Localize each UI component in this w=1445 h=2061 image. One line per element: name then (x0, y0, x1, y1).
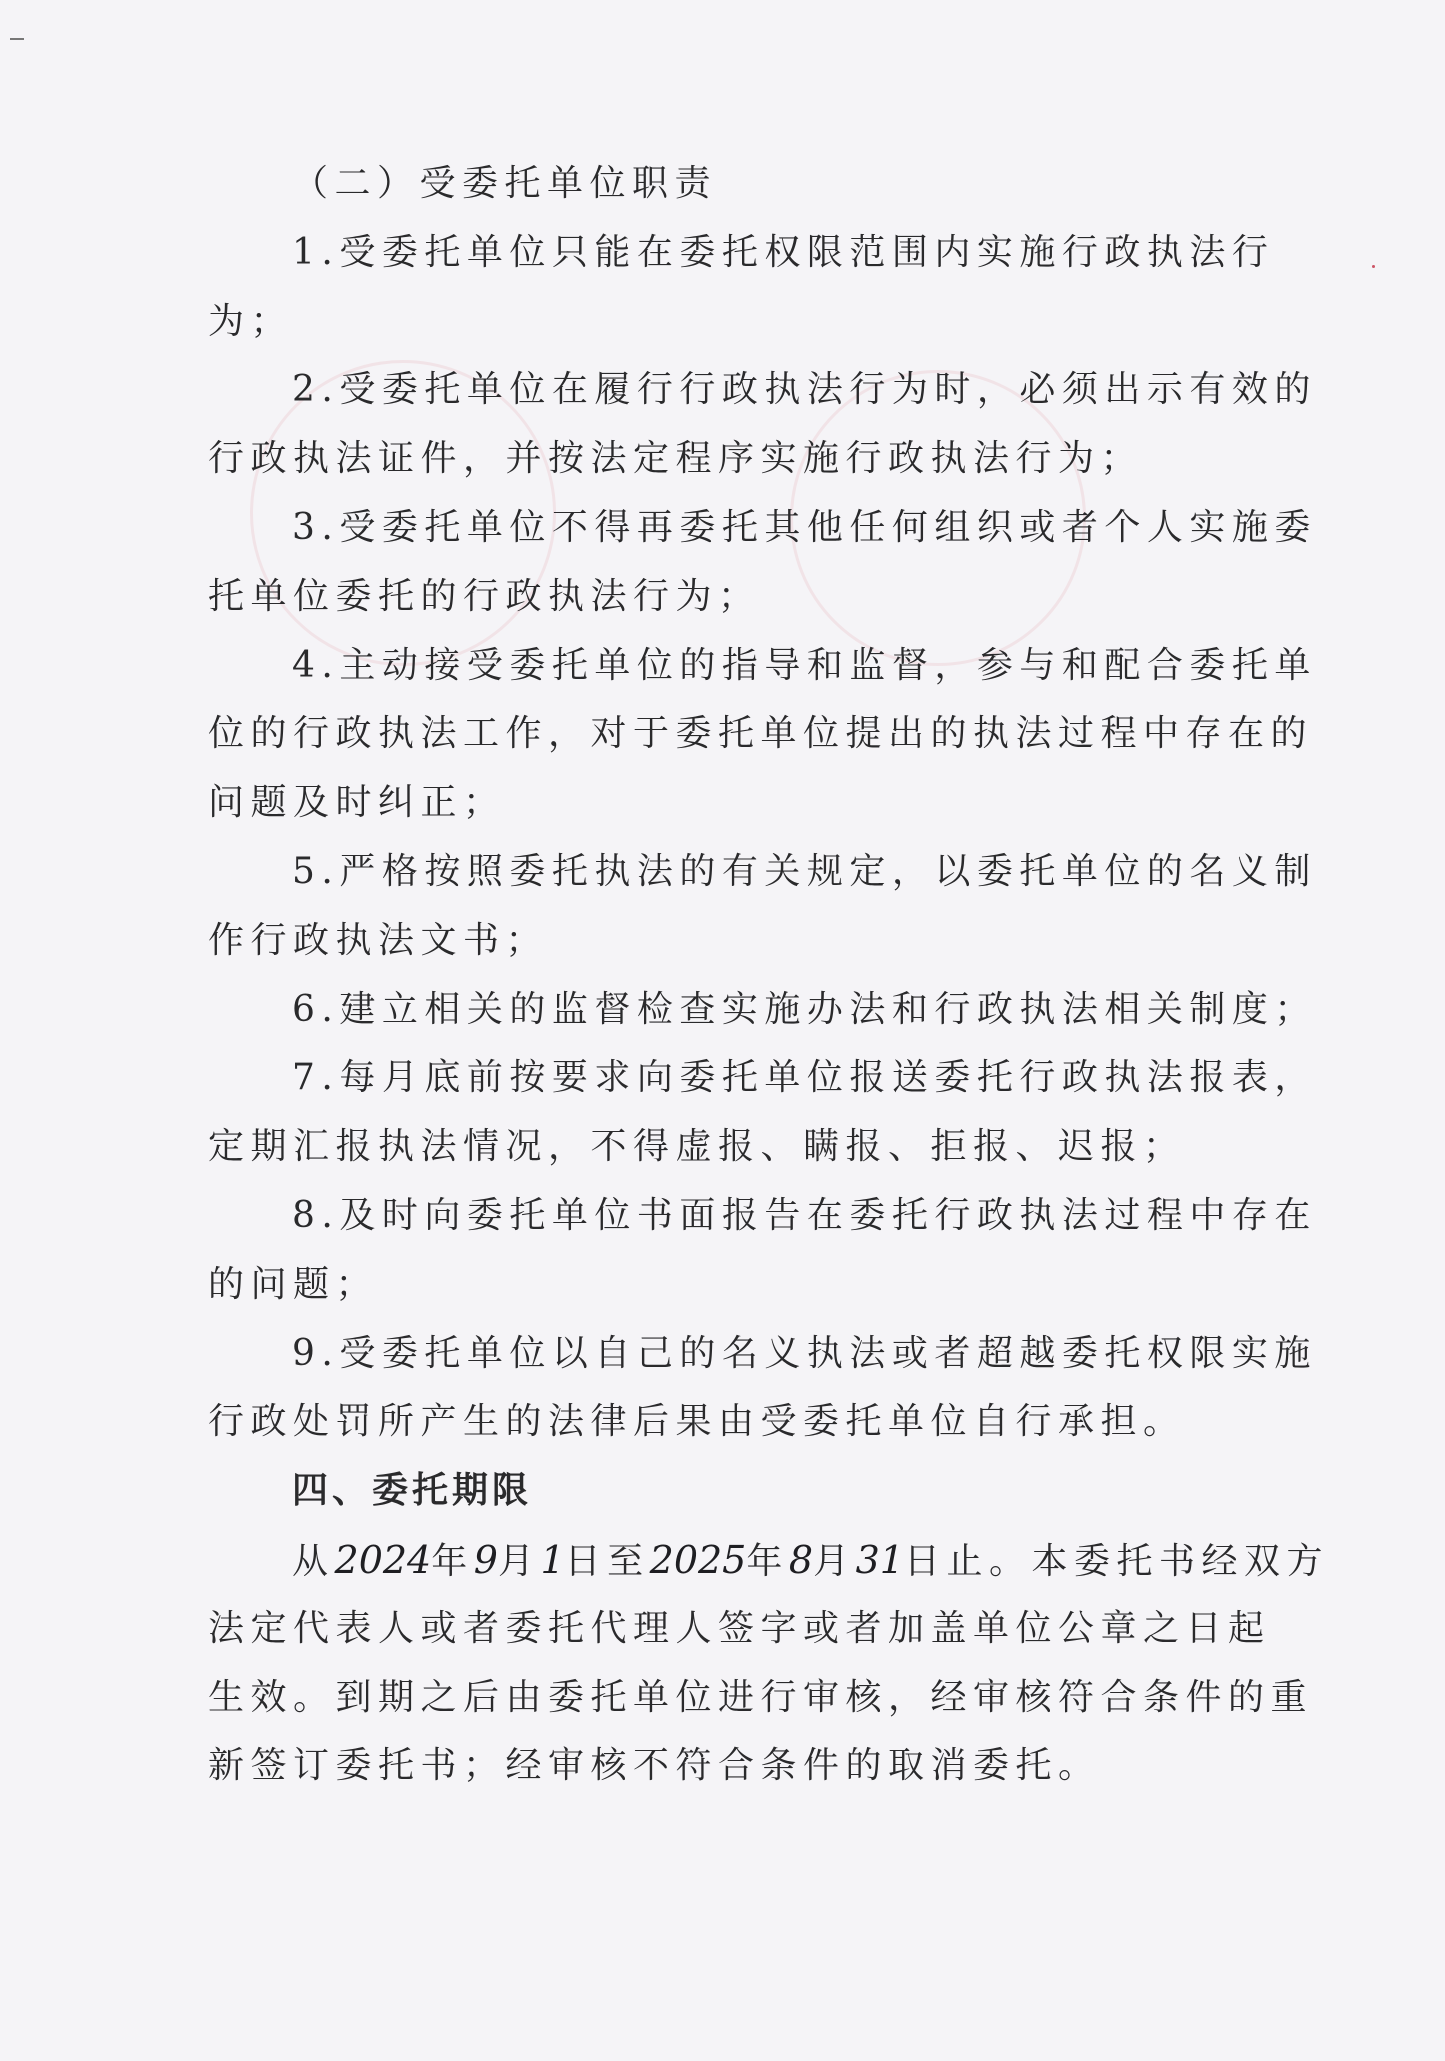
handwritten-start-year: 2024 (334, 1537, 432, 1582)
term-day-char: 日至 (564, 1540, 650, 1582)
item-1-line-1: 1.受委托单位只能在委托权限范围内实施行政执法行 (292, 231, 1275, 273)
item-8-line-2: 的问题； (208, 1263, 379, 1305)
item-7-line-1: 7.每月底前按要求向委托单位报送委托行政执法报表， (292, 1057, 1317, 1099)
item-2-line-2: 行政执法证件，并按法定程序实施行政执法行为； (208, 438, 1144, 480)
item-5-line-1: 5.严格按照委托执法的有关规定，以委托单位的名义制 (292, 850, 1317, 892)
section-title: （二）受委托单位职责 (292, 163, 718, 204)
item-4-line-2: 位的行政执法工作，对于委托单位提出的执法过程中存在的 (208, 713, 1314, 755)
item-8-line-1: 8.及时向委托单位书面报告在委托行政执法过程中存在 (292, 1194, 1317, 1236)
item-9-line-1: 9.受委托单位以自己的名义执法或者超越委托权限实施 (292, 1332, 1317, 1374)
term-month-char-2: 月 (813, 1540, 856, 1582)
document-body (208, 150, 1329, 1801)
term-year-char-2: 年 (746, 1540, 789, 1582)
handwritten-end-year: 2025 (649, 1537, 747, 1582)
term-tail: 日止。本委托书经双方 (903, 1540, 1329, 1582)
item-4-line-3: 问题及时纠正； (208, 782, 506, 824)
handwritten-start-month: 9 (473, 1537, 498, 1582)
term-line-1 (208, 1526, 1329, 1595)
term-line-2: 法定代表人或者委托代理人签字或者加盖单位公章之日起 (208, 1607, 1271, 1649)
item-2-line-1: 2.受委托单位在履行行政执法行为时，必须出示有效的 (292, 369, 1317, 411)
item-5-line-2: 作行政执法文书； (208, 919, 549, 961)
item-3-line-2: 托单位委托的行政执法行为； (208, 575, 761, 617)
term-line-4: 新签订委托书；经审核不符合条件的取消委托。 (208, 1745, 1101, 1787)
handwritten-start-day: 1 (540, 1537, 565, 1582)
item-1-line-2: 为； (208, 300, 294, 342)
item-6-line-1: 6.建立相关的监督检查实施办法和行政执法相关制度； (292, 988, 1317, 1030)
term-month-char: 月 (497, 1540, 541, 1582)
term-year-char: 年 (431, 1540, 474, 1582)
section-4-title: 四、委托期限 (292, 1470, 533, 1512)
term-from: 从 (292, 1540, 335, 1582)
scan-mark (10, 38, 24, 40)
item-9-line-2: 行政处罚所产生的法律后果由受委托单位自行承担。 (208, 1401, 1186, 1443)
handwritten-end-day: 31 (855, 1537, 904, 1582)
term-line-3: 生效。到期之后由委托单位进行审核，经审核符合条件的重 (208, 1676, 1314, 1718)
scan-dot (1372, 265, 1375, 268)
item-7-line-2: 定期汇报执法情况，不得虚报、瞒报、拒报、迟报； (208, 1126, 1186, 1168)
handwritten-end-month: 8 (788, 1537, 814, 1582)
item-3-line-1: 3.受委托单位不得再委托其他任何组织或者个人实施委 (292, 506, 1317, 548)
item-4-line-1: 4.主动接受委托单位的指导和监督，参与和配合委托单 (292, 644, 1317, 686)
